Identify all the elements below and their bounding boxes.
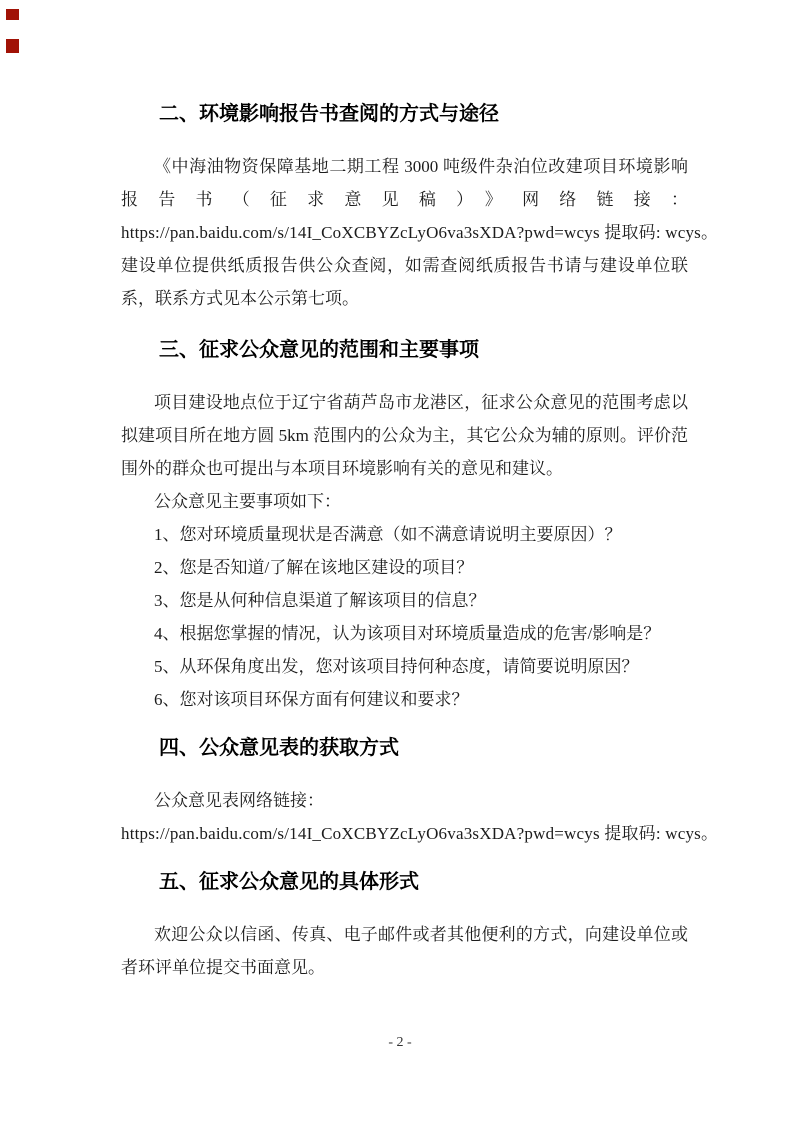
list-intro-line: 公众意见主要事项如下： bbox=[154, 492, 341, 511]
section-body-review-methods bbox=[121, 150, 719, 315]
paper-report-paragraph: 建设单位提供纸质报告供公众查阅，如需查阅纸质报告书请与建设单位联系，联系方式见本公示第七项。 bbox=[121, 256, 688, 308]
submission-paragraph: 欢迎公众以信函、传真、电子邮件或者其他便利的方式，向建设单位或者环评单位提交书面意见。 bbox=[121, 925, 688, 977]
report-title-paragraph: 《中海油物资保障基地二期工程 3000 吨级件杂泊位改建项目环境影响报告书（征求意见稿）》网络链接： bbox=[121, 157, 688, 209]
question-item-5: 5、从环保角度出发，您对该项目持何种态度，请简要说明原因？ bbox=[154, 657, 639, 676]
question-item-4: 4、根据您掌握的情况，认为该项目对环境质量造成的危害/影响是？ bbox=[154, 624, 661, 643]
question-item-6: 6、您对该项目环保方面有何建议和要求？ bbox=[154, 690, 469, 709]
question-list bbox=[121, 518, 688, 716]
section-body-opinion-form bbox=[121, 784, 719, 850]
section-heading-submission-forms: 五、征求公众意见的具体形式 bbox=[159, 871, 419, 893]
section-heading-opinion-form: 四、公众意见表的获取方式 bbox=[159, 737, 399, 759]
section-heading-review-methods: 二、环境影响报告书查阅的方式与途径 bbox=[159, 103, 499, 125]
red-annotation-mark-top bbox=[6, 9, 19, 20]
page-number: - 2 - bbox=[388, 1035, 412, 1050]
question-item-2: 2、您是否知道/了解在该地区建设的项目？ bbox=[154, 558, 474, 577]
red-annotation-mark-bottom bbox=[6, 39, 19, 53]
scope-paragraph: 项目建设地点位于辽宁省葫芦岛市龙港区，征求公众意见的范围考虑以拟建项目所在地方圆 5km 范围内的公众为主，其它公众为辅的原则。评价范围外的群众也可提出与本项目环境影响有关的意见和建议。 bbox=[121, 393, 688, 478]
form-download-url: https://pan.baidu.com/s/14I_CoXCBYZcLyO6va3sXDA?pwd=wcys 提取码: wcys。 bbox=[121, 824, 719, 843]
form-link-intro-line: 公众意见表网络链接： bbox=[154, 791, 324, 810]
question-item-1: 1、您对环境质量现状是否满意（如不满意请说明主要原因）？ bbox=[154, 525, 622, 544]
section-heading-opinion-scope: 三、征求公众意见的范围和主要事项 bbox=[159, 339, 479, 361]
report-download-url: https://pan.baidu.com/s/14I_CoXCBYZcLyO6va3sXDA?pwd=wcys 提取码: wcys。 bbox=[121, 223, 719, 242]
section-body-opinion-scope bbox=[121, 386, 688, 716]
question-item-3: 3、您是从何种信息渠道了解该项目的信息？ bbox=[154, 591, 486, 610]
document-content bbox=[121, 100, 719, 984]
section-body-submission-forms bbox=[121, 918, 688, 984]
